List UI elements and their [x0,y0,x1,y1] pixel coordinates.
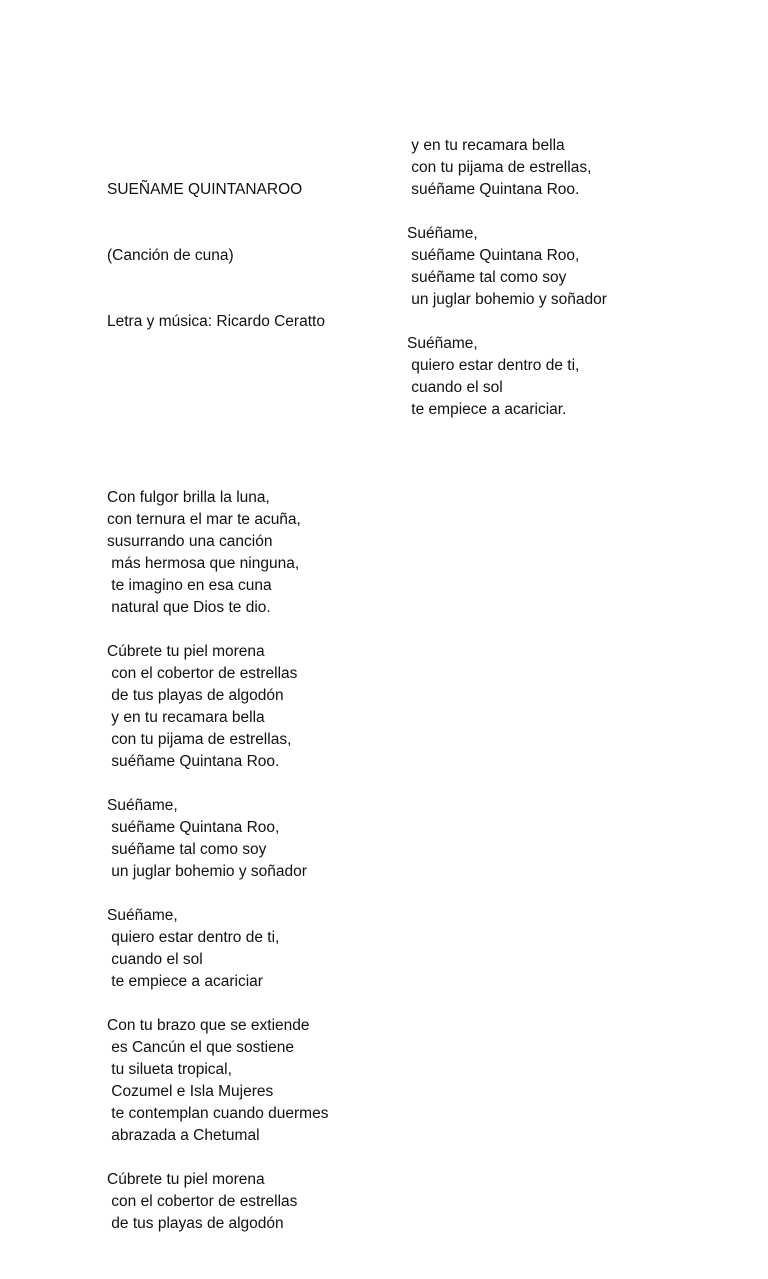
lyric-line: de tus playas de algodón [107,1215,284,1232]
stanza-gap [107,773,397,795]
lyric-line: suéñame Quintana Roo, [107,819,280,836]
lyric-line: más hermosa que ninguna, [107,555,300,572]
lyric-line: Con fulgor brilla la luna, [107,489,270,506]
lyric-line: Cúbrete tu piel morena [107,643,265,660]
stanza [107,487,397,619]
lyric-line: Suéñame, [107,797,178,814]
lyric-line: tu silueta tropical, [107,1061,232,1078]
lyric-line: de tus playas de algodón [107,687,284,704]
lyric-line: te empiece a acariciar [107,973,263,990]
lyric-line: abrazada a Chetumal [107,1127,260,1144]
lyric-line: natural que Dios te dio. [107,599,271,616]
song-title: SUEÑAME QUINTANAROO [107,181,303,198]
lyric-line: Suéñame, [107,907,178,924]
lyric-line: cuando el sol [107,951,203,968]
lyric-line: quiero estar dentro de ti, [407,357,580,374]
lyric-line: un juglar bohemio y soñador [407,291,607,308]
stanza [407,223,707,311]
stanza-gap [407,201,707,223]
lyric-line: te contemplan cuando duermes [107,1105,329,1122]
right-stanzas [407,135,707,421]
stanza [107,1169,397,1235]
lyric-line: con el cobertor de estrellas [107,1193,298,1210]
lyric-line: con el cobertor de estrellas [107,665,298,682]
stanza [407,135,707,201]
stanza [107,1015,397,1147]
stanza [407,333,707,421]
lyric-line: suéñame Quintana Roo. [407,181,580,198]
left-column [107,91,397,1279]
stanza-gap [107,619,397,641]
lyric-line: suéñame tal como soy [407,269,567,286]
lyric-line: con ternura el mar te acuña, [107,511,301,528]
lyric-line: Cúbrete tu piel morena [107,1171,265,1188]
lyric-line: te imagino en esa cuna [107,577,272,594]
stanza-gap [107,883,397,905]
lyric-line: con tu pijama de estrellas, [107,731,292,748]
right-column [407,91,707,465]
lyric-line: cuando el sol [407,379,503,396]
lyric-line: susurrando una canción [107,533,273,550]
stanza-gap [407,311,707,333]
left-stanzas [107,487,397,1235]
lyric-line: quiero estar dentro de ti, [107,929,280,946]
lyric-line: con tu pijama de estrellas, [407,159,592,176]
lyric-line: te empiece a acariciar. [407,401,567,418]
lyric-line: Con tu brazo que se extiende [107,1017,310,1034]
song-header [107,135,397,377]
song-subtitle: (Canción de cuna) [107,247,234,264]
lyric-line: suéñame Quintana Roo. [107,753,280,770]
lyric-line: suéñame tal como soy [107,841,267,858]
stanza [107,641,397,773]
stanza-gap [107,421,397,443]
lyric-line: y en tu recamara bella [407,137,565,154]
lyric-line: y en tu recamara bella [107,709,265,726]
stanza [107,905,397,993]
lyric-line: suéñame Quintana Roo, [407,247,580,264]
stanza [107,795,397,883]
stanza-gap [107,1147,397,1169]
lyric-line: Suéñame, [407,335,478,352]
stanza-gap [107,993,397,1015]
lyric-line: Suéñame, [407,225,478,242]
lyric-line: Cozumel e Isla Mujeres [107,1083,274,1100]
lyric-line: un juglar bohemio y soñador [107,863,307,880]
lyric-line: es Cancún el que sostiene [107,1039,294,1056]
song-credits: Letra y música: Ricardo Ceratto [107,313,325,330]
